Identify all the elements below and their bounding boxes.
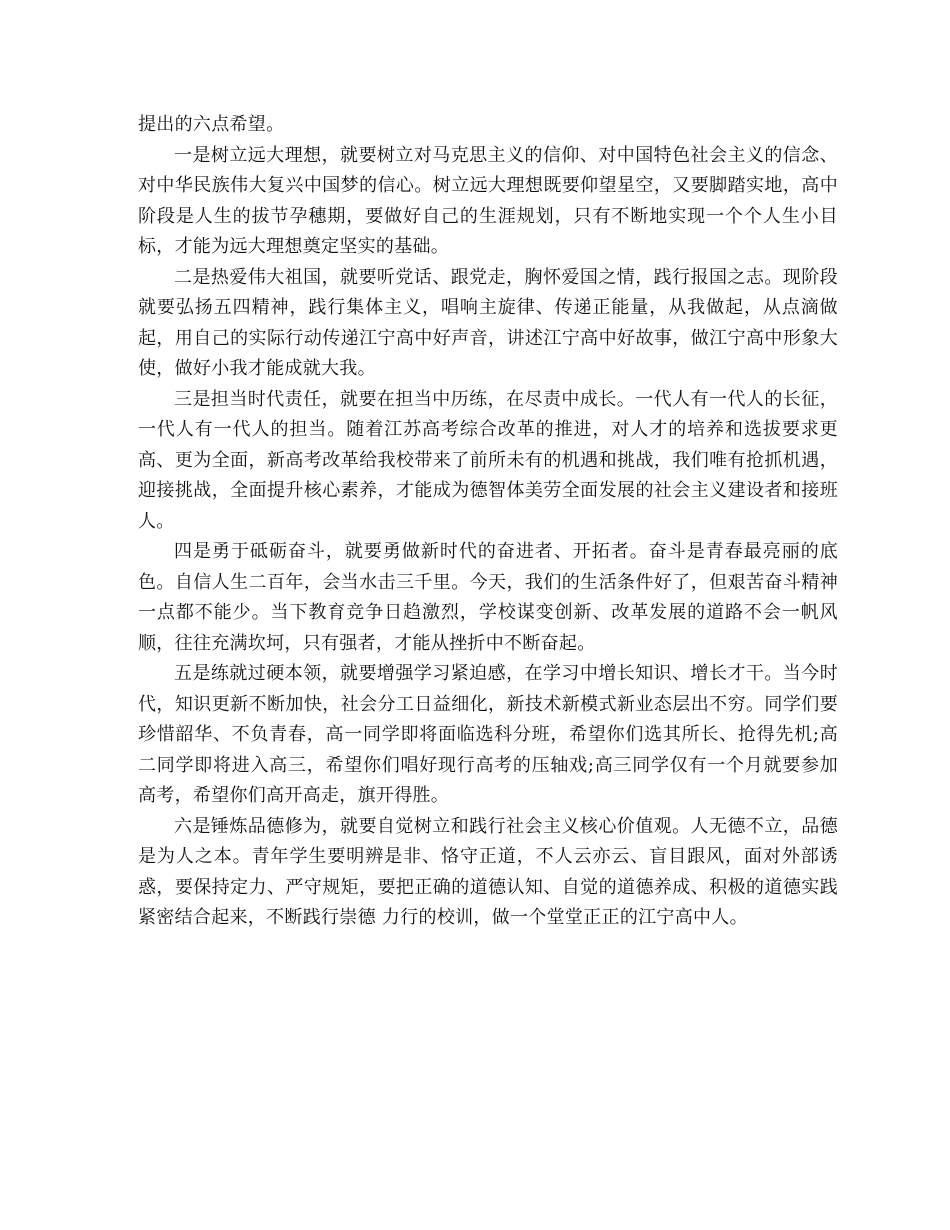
- paragraph-hope-5: 五是练就过硬本领，就要增强学习紧迫感，在学习中增长知识、增长才干。当今时代，知识更新不断加快，社会分工日益细化，新技术新模式新业态层出不穷。同学们要珍惜韶华、不负青春，高一同学即将面临选科分班，希望你们选其所长、抢得先机;高二同学即将进入高三，希望你们唱好现行高考的压轴戏;高三同学仅有一个月就要参加高考，希望你们高开高走，旗开得胜。: [138, 663, 838, 806]
- paragraph-hope-4: 四是勇于砥砺奋斗，就要勇做新时代的奋进者、开拓者。奋斗是青春最亮丽的底色。自信人生二百年，会当水击三千里。今天，我们的生活条件好了，但艰苦奋斗精神一点都不能少。当下教育竞争日趋激烈，学校谋变创新、改革发展的道路不会一帆风顺，往往充满坎坷，只有强者，才能从挫折中不断奋起。: [138, 541, 838, 654]
- paragraph-hope-6: 六是锤炼品德修为，就要自觉树立和践行社会主义核心价值观。人无德不立，品德是为人之本。青年学生要明辨是非、恪守正道，不人云亦云、盲目跟风，面对外部诱惑，要保持定力、严守规矩，要把正确的道德认知、自觉的道德养成、积极的道德实践紧密结合起来，不断践行崇德 力行的校训，做一个堂堂正正的江宁高中人。: [138, 815, 838, 928]
- paragraph-hope-2: 二是热爱伟大祖国，就要听党话、跟党走，胸怀爱国之情，践行报国之志。现阶段就要弘扬五四精神，践行集体主义，唱响主旋律、传递正能量，从我做起，从点滴做起，用自己的实际行动传递江宁高中好声音，讲述江宁高中好故事，做江宁高中形象大使，做好小我才能成就大我。: [138, 266, 838, 379]
- document-body: [138, 110, 838, 934]
- paragraph-hope-3: 三是担当时代责任，就要在担当中历练，在尽责中成长。一代人有一代人的长征，一代人有一代人的担当。随着江苏高考综合改革的推进，对人才的培养和选拔要求更高、更为全面，新高考改革给我校带来了前所未有的机遇和挑战，我们唯有抢抓机遇，迎接挑战，全面提升核心素养，才能成为德智体美劳全面发展的社会主义建设者和接班人。: [138, 388, 838, 532]
- paragraph-hope-1: 一是树立远大理想，就要树立对马克思主义的信仰、对中国特色社会主义的信念、对中华民族伟大复兴中国梦的信心。树立远大理想既要仰望星空，又要脚踏实地，高中阶段是人生的拔节孕穗期，要做好自己的生涯规划，只有不断地实现一个个人生小目标，才能为远大理想奠定坚实的基础。: [138, 144, 838, 257]
- paragraph-intro-end: 提出的六点希望。: [138, 114, 285, 135]
